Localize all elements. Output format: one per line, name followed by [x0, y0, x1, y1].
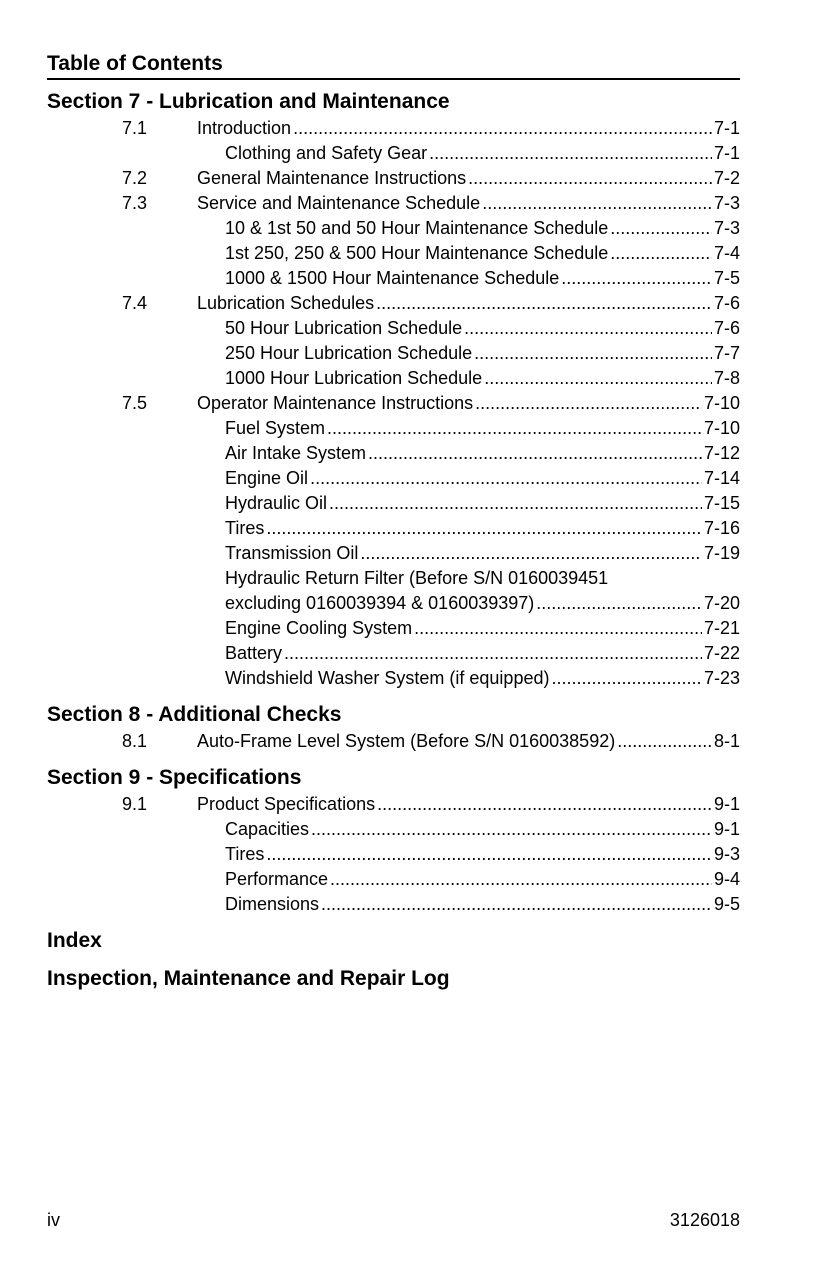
entry-page: 7-8 — [713, 368, 740, 388]
entry-title: Lubrication Schedules — [197, 293, 375, 313]
entry-title: Hydraulic Oil — [225, 493, 328, 513]
entry-title: Battery — [225, 643, 283, 663]
section-heading[interactable]: Section 7 - Lubrication and Maintenance — [47, 90, 450, 113]
toc-entry[interactable] — [47, 729, 740, 754]
toc-entry[interactable] — [47, 341, 740, 366]
toc-entry[interactable] — [47, 266, 740, 291]
dot-leader — [464, 316, 712, 341]
entry-page: 7-6 — [713, 318, 740, 338]
dot-leader — [536, 591, 702, 616]
entry-title: Product Specifications — [197, 794, 376, 814]
entry-page: 7-15 — [703, 493, 740, 513]
entry-page: 7-2 — [713, 168, 740, 188]
toc-entry[interactable] — [47, 316, 740, 341]
entry-page: 7-3 — [713, 218, 740, 238]
toc-entry[interactable] — [47, 666, 740, 691]
entry-title: Air Intake System — [225, 443, 367, 463]
toc-entry[interactable] — [47, 166, 740, 191]
entry-number: 7.5 — [122, 393, 148, 413]
entry-title: General Maintenance Instructions — [197, 168, 467, 188]
entry-title: Transmission Oil — [225, 543, 359, 563]
dot-leader — [327, 416, 702, 441]
toc-entry[interactable] — [47, 366, 740, 391]
entry-page: 7-1 — [713, 143, 740, 163]
dot-leader — [311, 817, 712, 842]
dot-leader — [330, 867, 712, 892]
entry-page: 7-22 — [703, 643, 740, 663]
dot-leader — [368, 441, 702, 466]
entry-number: 7.4 — [122, 293, 148, 313]
entry-number: 7.2 — [122, 168, 148, 188]
dot-leader — [617, 729, 712, 754]
toc-entry[interactable] — [47, 591, 740, 616]
entry-title: Auto-Frame Level System (Before S/N 0160038592) — [197, 731, 616, 751]
entry-page: 9-5 — [713, 894, 740, 914]
toc-entry[interactable] — [47, 516, 740, 541]
dot-leader — [377, 792, 712, 817]
page-footer — [47, 1208, 740, 1233]
entry-page: 7-7 — [713, 343, 740, 363]
toc-entry[interactable] — [47, 241, 740, 266]
entry-title: excluding 0160039394 & 0160039397) — [225, 593, 535, 613]
section-heading-index[interactable]: Index — [47, 929, 102, 952]
section-heading[interactable]: Section 8 - Additional Checks — [47, 703, 342, 726]
entry-title: Tires — [225, 844, 265, 864]
entry-title: Clothing and Safety Gear — [225, 143, 428, 163]
dot-leader — [561, 266, 712, 291]
dot-leader — [284, 641, 702, 666]
entry-title: 250 Hour Lubrication Schedule — [225, 343, 473, 363]
toc-entry[interactable] — [47, 441, 740, 466]
dot-leader — [429, 141, 712, 166]
entry-number: 8.1 — [122, 731, 148, 751]
entry-title: 50 Hour Lubrication Schedule — [225, 318, 463, 338]
toc-entry[interactable] — [47, 892, 740, 917]
toc-entry[interactable] — [47, 541, 740, 566]
section-heading[interactable]: Section 9 - Specifications — [47, 766, 302, 789]
toc-entry[interactable] — [47, 817, 740, 842]
toc-entry[interactable] — [47, 616, 740, 641]
entry-page: 7-6 — [713, 293, 740, 313]
entry-title: Service and Maintenance Schedule — [197, 193, 481, 213]
dot-leader — [360, 541, 702, 566]
dot-leader — [475, 391, 702, 416]
dot-leader — [321, 892, 712, 917]
entry-page: 7-20 — [703, 593, 740, 613]
page-title: Table of Contents — [47, 50, 740, 80]
entry-page: 9-1 — [713, 794, 740, 814]
section-heading-log[interactable]: Inspection, Maintenance and Repair Log — [47, 967, 450, 990]
dot-leader — [468, 166, 712, 191]
page-number: iv — [47, 1210, 60, 1230]
section-8 — [47, 701, 740, 754]
entry-page: 9-4 — [713, 869, 740, 889]
toc-entry[interactable] — [47, 867, 740, 892]
entry-title: Operator Maintenance Instructions — [197, 393, 474, 413]
entry-page: 7-10 — [703, 393, 740, 413]
toc-entry[interactable] — [47, 291, 740, 316]
entry-title: Performance — [225, 869, 329, 889]
toc-entry[interactable] — [47, 491, 740, 516]
toc-entry[interactable] — [47, 641, 740, 666]
entry-title: Engine Cooling System — [225, 618, 413, 638]
toc-entry[interactable] — [47, 216, 740, 241]
toc-entry[interactable] — [47, 842, 740, 867]
entry-title: 1000 & 1500 Hour Maintenance Schedule — [225, 268, 560, 288]
entry-page: 9-3 — [713, 844, 740, 864]
entry-title: 10 & 1st 50 and 50 Hour Maintenance Schedule — [225, 218, 609, 238]
toc-entry-continued[interactable] — [47, 566, 740, 591]
toc-entry[interactable] — [47, 141, 740, 166]
entry-page: 7-14 — [703, 468, 740, 488]
entry-page: 7-21 — [703, 618, 740, 638]
entry-page: 9-1 — [713, 819, 740, 839]
entry-title: Fuel System — [225, 418, 326, 438]
dot-leader — [414, 616, 702, 641]
entry-title: 1st 250, 250 & 500 Hour Maintenance Schedule — [225, 243, 609, 263]
dot-leader — [310, 466, 702, 491]
entry-title: Tires — [225, 518, 265, 538]
section-7 — [47, 88, 740, 691]
entry-number: 9.1 — [122, 794, 148, 814]
entry-number: 7.1 — [122, 118, 148, 138]
entry-page: 7-19 — [703, 543, 740, 563]
entry-page: 7-12 — [703, 443, 740, 463]
dot-leader — [551, 666, 702, 691]
entry-page: 7-10 — [703, 418, 740, 438]
entry-title: Capacities — [225, 819, 310, 839]
entry-page: 8-1 — [713, 731, 740, 751]
dot-leader — [329, 491, 702, 516]
dot-leader — [484, 366, 712, 391]
toc-entry[interactable] — [47, 416, 740, 441]
section-9 — [47, 764, 740, 917]
entry-title: 1000 Hour Lubrication Schedule — [225, 368, 483, 388]
dot-leader — [266, 842, 712, 867]
entry-page: 7-4 — [713, 243, 740, 263]
dot-leader — [266, 516, 702, 541]
dot-leader — [610, 216, 712, 241]
entry-title: Engine Oil — [225, 468, 309, 488]
toc-entry[interactable] — [47, 191, 740, 216]
toc-entry[interactable] — [47, 116, 740, 141]
entry-number: 7.3 — [122, 193, 148, 213]
dot-leader — [376, 291, 712, 316]
toc-entry[interactable] — [47, 792, 740, 817]
entry-page: 7-3 — [713, 193, 740, 213]
dot-leader — [482, 191, 712, 216]
table-of-contents — [47, 88, 740, 993]
dot-leader — [293, 116, 712, 141]
entry-title: Introduction — [197, 118, 292, 138]
document-number: 3126018 — [669, 1210, 740, 1230]
toc-entry[interactable] — [47, 466, 740, 491]
entry-title: Dimensions — [225, 894, 320, 914]
entry-page: 7-23 — [703, 668, 740, 688]
entry-page: 7-1 — [713, 118, 740, 138]
toc-entry[interactable] — [47, 391, 740, 416]
dot-leader — [474, 341, 712, 366]
entry-title-line1: Hydraulic Return Filter (Before S/N 0160039451 — [225, 568, 609, 588]
entry-page: 7-16 — [703, 518, 740, 538]
entry-page: 7-5 — [713, 268, 740, 288]
entry-title: Windshield Washer System (if equipped) — [225, 668, 550, 688]
dot-leader — [610, 241, 712, 266]
